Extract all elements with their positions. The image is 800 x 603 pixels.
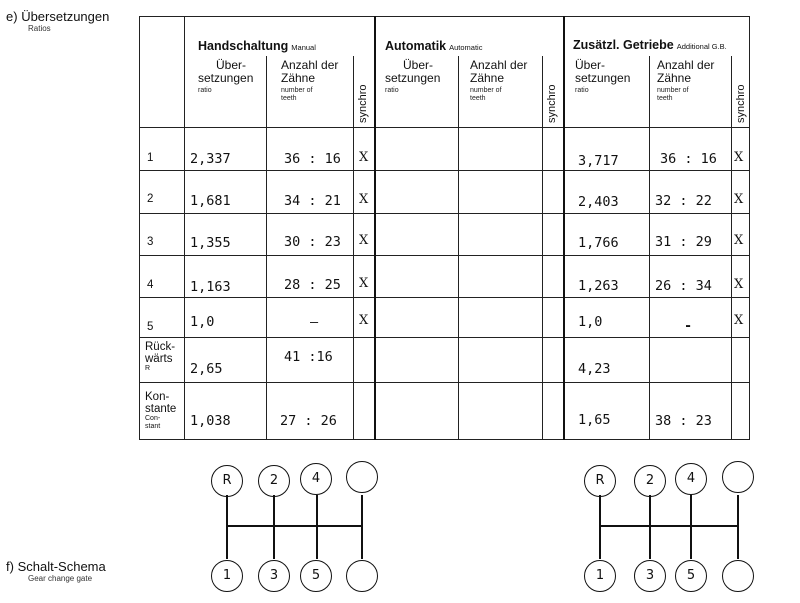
- col-divider: [458, 56, 459, 440]
- manual-teeth: 36 : 16: [284, 151, 341, 167]
- gear-knob-3: 3: [258, 560, 290, 592]
- gear-knob-5: 5: [675, 560, 707, 592]
- gate-rail: [316, 495, 318, 559]
- col-divider: [184, 16, 185, 440]
- extra-ratio: 2,403: [578, 194, 619, 210]
- extra-ratio: 4,23: [578, 361, 611, 377]
- group-title-additional: Zusätzl. Getriebe Additional G.B.: [573, 38, 727, 52]
- manual-ratio: 1,038: [190, 413, 231, 429]
- manual-synchro-mark: X: [359, 313, 369, 328]
- extra-ratio: 1,0: [578, 314, 603, 330]
- extra-teeth: 26 : 34: [655, 278, 712, 294]
- extra-teeth: 31 : 29: [655, 234, 712, 250]
- gear-knob-5: 5: [300, 560, 332, 592]
- header-bottom-border: [139, 127, 750, 128]
- manual-ratio: 1,681: [190, 193, 231, 209]
- section-e-subtitle: Ratios: [28, 24, 51, 33]
- header-synchro: synchro: [735, 84, 747, 123]
- gear-knob-empty: [722, 560, 754, 592]
- gate-rail: [737, 495, 739, 559]
- section-f-subtitle: Gear change gate: [28, 574, 93, 583]
- extra-teeth: -: [684, 318, 693, 334]
- table-right-border: [749, 16, 750, 440]
- gear-label: 4: [147, 279, 154, 291]
- section-e-label: e) Übersetzungen Ratios: [6, 9, 110, 33]
- group-divider: [563, 16, 565, 440]
- extra-teeth: 32 : 22: [655, 193, 712, 209]
- header-ratio: Über- setzungen ratio: [385, 58, 441, 94]
- col-divider: [731, 56, 732, 440]
- table-bottom-border: [139, 439, 750, 440]
- col-divider: [542, 56, 543, 440]
- gear-label: 2: [147, 193, 154, 205]
- manual-teeth: –: [310, 314, 319, 330]
- header-teeth: Anzahl der Zähne number of teeth: [281, 58, 339, 102]
- col-divider: [353, 56, 354, 440]
- gear-knob-3: 3: [634, 560, 666, 592]
- extra-synchro-mark: X: [734, 192, 744, 207]
- col-divider: [266, 56, 267, 440]
- extra-teeth: 38 : 23: [655, 413, 712, 429]
- row-divider: [139, 382, 750, 383]
- header-synchro: synchro: [546, 84, 558, 123]
- gate-rail: [649, 495, 651, 559]
- manual-ratio: 2,337: [190, 151, 231, 167]
- manual-teeth: 28 : 25: [284, 277, 341, 293]
- section-f-label: f) Schalt-Schema Gear change gate: [6, 559, 106, 583]
- gear-knob-2: 2: [258, 465, 290, 497]
- header-teeth: Anzahl der Zähne number of teeth: [470, 58, 528, 102]
- gear-knob-empty: [722, 461, 754, 493]
- gear-label: 3: [147, 236, 154, 248]
- row-divider: [139, 337, 750, 338]
- manual-teeth: 27 : 26: [280, 413, 337, 429]
- extra-ratio: 1,65: [578, 412, 611, 428]
- row-divider: [139, 255, 750, 256]
- header-synchro: synchro: [357, 84, 369, 123]
- row-divider: [139, 213, 750, 214]
- gate-neutral-line: [226, 525, 363, 527]
- header-ratio: Über- setzungen ratio: [575, 58, 631, 94]
- constant-label: Kon- stante Con- stant: [145, 391, 177, 430]
- manual-synchro-mark: X: [359, 276, 369, 291]
- row-divider: [139, 170, 750, 171]
- gate-rail: [690, 495, 692, 559]
- manual-ratio: 1,355: [190, 235, 231, 251]
- extra-ratio: 1,766: [578, 235, 619, 251]
- gear-knob-1: 1: [584, 560, 616, 592]
- gear-knob-1: 1: [211, 560, 243, 592]
- extra-synchro-mark: X: [734, 277, 744, 292]
- gate-rail: [599, 495, 601, 559]
- manual-synchro-mark: X: [359, 150, 369, 165]
- gear-label: 1: [147, 152, 154, 164]
- col-divider: [139, 16, 140, 440]
- row-divider: [139, 297, 750, 298]
- group-title-manual: Handschaltung Manual: [198, 39, 316, 53]
- header-ratio: Über- setzungen ratio: [198, 58, 254, 94]
- extra-synchro-mark: X: [734, 313, 744, 328]
- table-top-border: [139, 16, 750, 17]
- gear-knob-2: 2: [634, 465, 666, 497]
- header-teeth: Anzahl der Zähne number of teeth: [657, 58, 715, 102]
- gate-neutral-line: [599, 525, 739, 527]
- extra-ratio: 1,263: [578, 278, 619, 294]
- reverse-label: Rück- wärts R: [145, 341, 176, 372]
- gear-knob-4: 4: [300, 463, 332, 495]
- manual-ratio: 1,0: [190, 314, 215, 330]
- gear-knob-r: R: [211, 465, 243, 497]
- gate-rail: [361, 495, 363, 559]
- manual-ratio: 2,65: [190, 361, 223, 377]
- gate-rail: [226, 495, 228, 559]
- group-title-automatic: Automatik Automatic: [385, 39, 483, 53]
- col-divider: [649, 56, 650, 440]
- group-divider: [374, 16, 376, 440]
- gear-knob-4: 4: [675, 463, 707, 495]
- gear-knob-empty: [346, 461, 378, 493]
- manual-synchro-mark: X: [359, 192, 369, 207]
- extra-synchro-mark: X: [734, 233, 744, 248]
- manual-teeth: 41 :16: [284, 349, 333, 365]
- gear-knob-r: R: [584, 465, 616, 497]
- gear-label: 5: [147, 321, 154, 333]
- manual-teeth: 34 : 21: [284, 193, 341, 209]
- gate-rail: [273, 495, 275, 559]
- gear-knob-empty: [346, 560, 378, 592]
- extra-synchro-mark: X: [734, 150, 744, 165]
- extra-ratio: 3,717: [578, 153, 619, 169]
- manual-teeth: 30 : 23: [284, 234, 341, 250]
- extra-teeth: 36 : 16: [660, 151, 717, 167]
- manual-ratio: 1,163: [190, 279, 231, 295]
- manual-synchro-mark: X: [359, 233, 369, 248]
